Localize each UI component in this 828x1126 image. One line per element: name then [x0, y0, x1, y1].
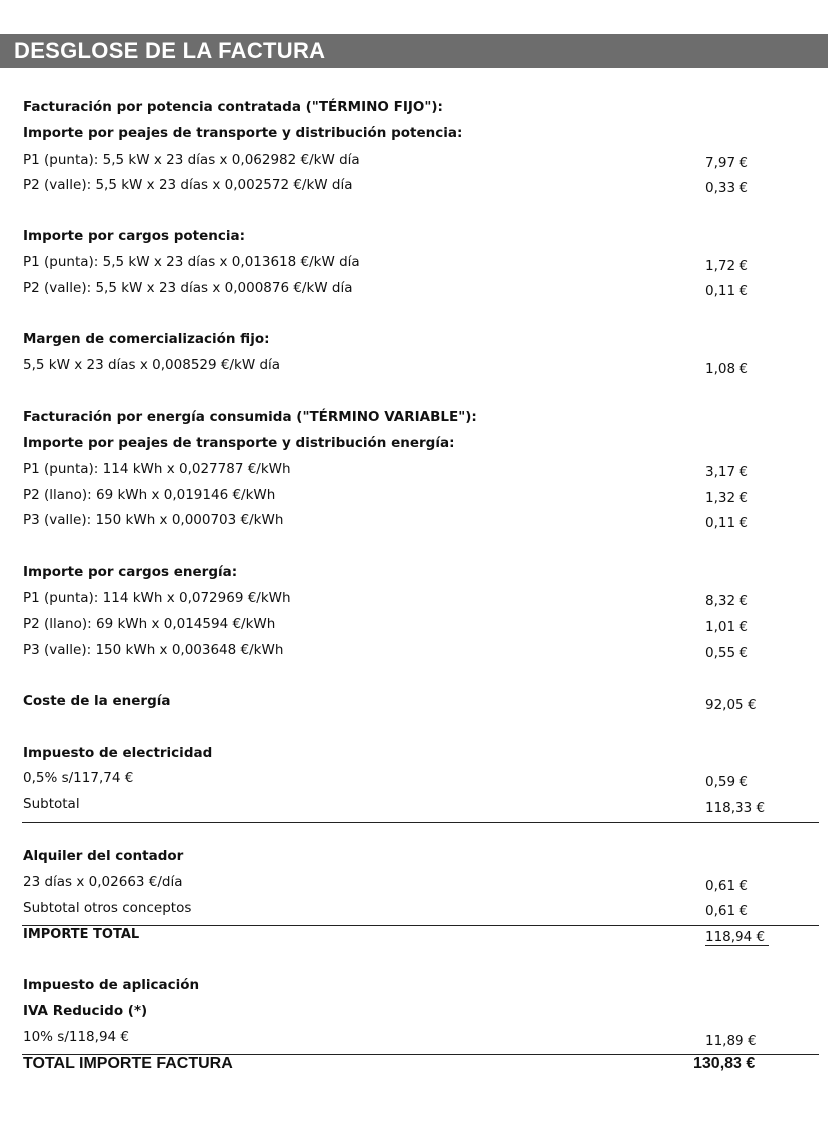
grand-total-label: TOTAL IMPORTE FACTURA: [23, 1055, 233, 1072]
line-amount: 1,32 €: [705, 490, 748, 506]
grand-total-amount: 130,83 €: [693, 1055, 756, 1072]
line-label: P1 (punta): 114 kWh x 0,072969 €/kWh: [23, 590, 291, 606]
line-label: P2 (llano): 69 kWh x 0,019146 €/kWh: [23, 487, 276, 503]
line-label: IMPORTE TOTAL: [23, 927, 140, 942]
line-label: Facturación por energía consumida ("TÉRMINO VARIABLE"):: [23, 409, 477, 425]
line-amount: 1,08 €: [705, 361, 748, 377]
line-amount: 11,89 €: [705, 1033, 757, 1049]
line-amount: 92,05 €: [705, 697, 757, 713]
line-label: 23 días x 0,02663 €/día: [23, 874, 183, 890]
line-amount: 0,55 €: [705, 645, 748, 661]
line-amount: 1,01 €: [705, 619, 748, 635]
section-header: [0, 34, 828, 68]
line-label: P3 (valle): 150 kWh x 0,003648 €/kWh: [23, 642, 284, 658]
line-label: P3 (valle): 150 kWh x 0,000703 €/kWh: [23, 512, 284, 528]
line-label: Subtotal otros conceptos: [23, 900, 192, 916]
line-amount: 0,59 €: [705, 774, 748, 790]
line-amount: 7,97 €: [705, 155, 748, 171]
divider: [22, 925, 819, 926]
line-amount: 0,11 €: [705, 283, 748, 299]
line-amount: 118,94 €: [705, 929, 766, 945]
line-label: 5,5 kW x 23 días x 0,008529 €/kW día: [23, 357, 281, 373]
divider: [705, 945, 769, 946]
line-label: Facturación por potencia contratada ("TÉRMINO FIJO"):: [23, 99, 443, 115]
line-amount: 1,72 €: [705, 258, 748, 274]
line-label: Importe por cargos energía:: [23, 564, 238, 580]
line-amount: 8,32 €: [705, 593, 748, 609]
line-label: Coste de la energía: [23, 693, 171, 709]
line-label: P1 (punta): 5,5 kW x 23 días x 0,062982 €/kW día: [23, 152, 360, 168]
line-label: P1 (punta): 5,5 kW x 23 días x 0,013618 €/kW día: [23, 254, 360, 270]
line-label: Subtotal: [23, 796, 80, 812]
line-label: P2 (valle): 5,5 kW x 23 días x 0,002572 €/kW día: [23, 177, 353, 193]
divider: [22, 822, 819, 823]
line-amount: 118,33 €: [705, 800, 766, 816]
section-title: DESGLOSE DE LA FACTURA: [14, 38, 326, 63]
line-label: Impuesto de electricidad: [23, 745, 213, 761]
line-label: Impuesto de aplicación: [23, 977, 200, 993]
line-label: P2 (llano): 69 kWh x 0,014594 €/kWh: [23, 616, 276, 632]
line-label: 10% s/118,94 €: [23, 1029, 129, 1045]
line-label: 0,5% s/117,74 €: [23, 770, 134, 786]
line-label: Importe por peajes de transporte y distribución energía:: [23, 435, 455, 451]
line-amount: 0,33 €: [705, 180, 748, 196]
line-label: P1 (punta): 114 kWh x 0,027787 €/kWh: [23, 461, 291, 477]
line-label: Margen de comercialización fijo:: [23, 331, 270, 347]
line-amount: 0,61 €: [705, 878, 748, 894]
line-amount: 0,11 €: [705, 515, 748, 531]
line-label: Alquiler del contador: [23, 848, 184, 864]
line-label: P2 (valle): 5,5 kW x 23 días x 0,000876 €/kW día: [23, 280, 353, 296]
line-amount: 0,61 €: [705, 903, 748, 919]
line-amount: 3,17 €: [705, 464, 748, 480]
line-label: Importe por cargos potencia:: [23, 228, 246, 244]
line-label: Importe por peajes de transporte y distribución potencia:: [23, 125, 463, 141]
line-label: IVA Reducido (*): [23, 1003, 148, 1019]
